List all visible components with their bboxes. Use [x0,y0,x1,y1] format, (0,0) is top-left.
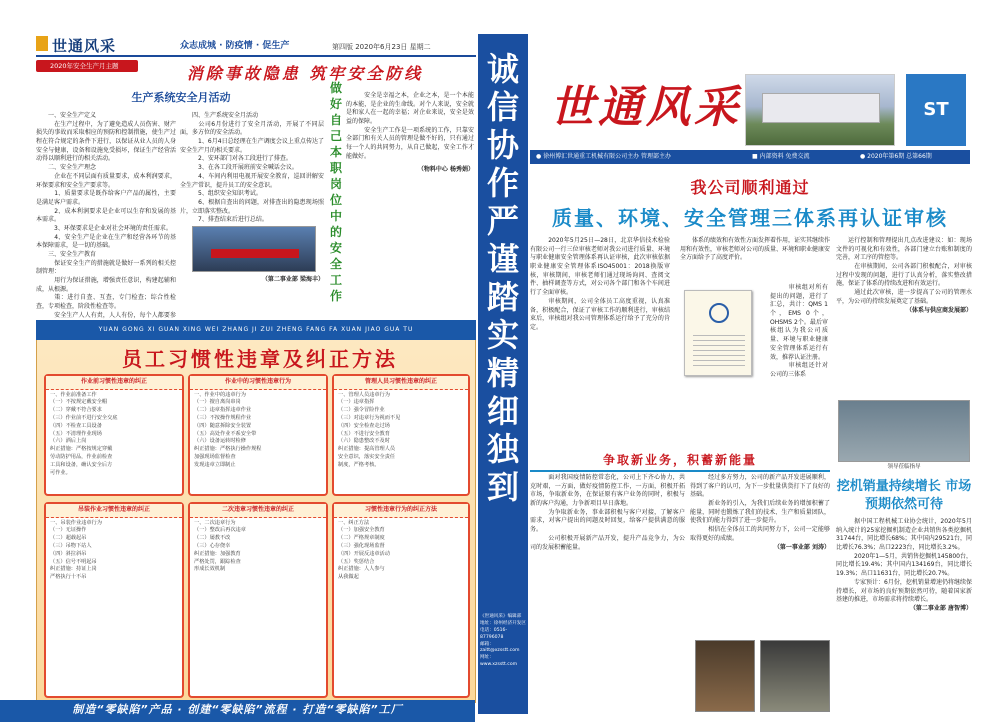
photo-caption: 领导莅临指导 [887,464,921,470]
cert-article-col-4: 运行控制和管理提出几点改进建议：如：现场文件的可视化和有效性，各部门建立台账和制度的完善，对工序的管控等。 在审核期间，公司各部门积极配合，对审核过程中发现的问题，进行了认真分析，落实整改措施，保证了体系的持续改进和有效运行。 通过此次审核，进一步提高了公司的管理水平，为公司的持续发展奠定了基础。 （体系与供应商发展部） [836,237,972,314]
business-divider [530,470,830,472]
article-col-3: 安全是幸福之本，企业之本，是一个本能的本能，是企业的生命线。对个人来说，安全就是和家人在一起的幸福；对企业来说，安全是效益的保障。 安全生产工作是一项系统的工作，只靠安全部门和有关人员的管理是做不好的，只有通过每一个人的共同努力，从自己做起，安全工作才能做好。 （物料中心 杨秀娟） [346,92,474,173]
poster-box-5: 二次违章习惯性违章的纠正 一、二次违章行为 （一）整改后再次违章 （二）屡教不改 （三）心存侥幸 纠正措施：加强教育 严格处罚，跟踪检查 形成长效机制 [188,502,328,698]
article-col-1: 一、安全生产定义 在生产过程中，为了避免造成人员伤害、财产损失的事故而采取相应的预防和控制措施，使生产过程在符合规定的条件下进行，以保证从业人员的人身安全与健康，设备和设施免受损坏，保证生产经营活动得以顺利进行的相关活动。 二、安全生产理念 企业在不同层面有质量要求，成本利润要求，环保要求和安全生产要求等。 1、质量要求是既作给客户产品的属性，主要是满足客户需求。 2、成本利润要求是企业可以生存和发展的基本需求。 3、环保要求是企业对社会环境的责任需求。 4、安全生产是企业在生产和经营各环节的基本保障需求，是一切的基础。 三、安全生产教育 保证安全生产的措施就是做好一系列的相关控制管理： 用行为保证措施，增强责任意识，构建起辅和成，从根源。 策：进行自查、互查，专门检查；综合性检查，专项检查，阶段性检查等。 安全生产人人有责，人人有份，每个人都要参 [36,112,176,319]
product-photo-1 [695,640,755,712]
poster-title: 员工习惯性违章及纠正方法 [122,347,398,371]
poster-box-1: 作业前习惯性违章的纠正 一、作业前准备工作 （一）不按规定戴安全帽 （二）穿戴不符合要求 （三）作业前不进行安全交底 （四）不检查工具设备 （五）不清理作业现场 （六）酒后上岗 纠正措施：严格按规定穿戴 劳动防护用品，作业前检查 工具和设备，确认安全后方 可作业。 [44,374,184,496]
poster-box-6: 习惯性违章行为的纠正方法 一、纠正方法 （一）加强安全教育 （二）严格规章制度 （三）强化现场监督 （四）开展反违章活动 （五）奖惩结合 纠正措施：人人参与 从我做起 [332,502,470,698]
poster-box-2: 作业中的习惯性违章行为 一、作业中的违章行为 （一）擅自离岗串岗 （二）违章指挥违章作业 （三）不按操作规程作业 （四）随意拆除安全装置 （五）高处作业不系安全带 （六）设备运转时检修 纠正措施：严格执行操作规程 加强现场监督检查 发现违章立即制止 [188,374,328,496]
product-photo-2 [760,640,830,712]
byline-2: （物料中心 杨秀娟） [417,165,474,173]
center-slogan: 诚信协作 严谨踏实 精细独到 [486,50,519,506]
excavator-headline: 挖机销量持续增长 市场预期依然可待 [836,479,972,512]
editorial-info: 《世通风采》编辑部 地址：徐州经济开发区 电话：0516-87796078 邮箱：zaitt@xzsstt.com 网址：www.xzsstt.com [480,614,526,668]
safety-meeting-photo [192,226,316,272]
certificate-1 [684,290,752,376]
byline-1: （第二事业部 梁海丰） [261,276,324,283]
article-col-2: 四、生产系统安全月活动 公司6月份进行了安全月活动，开展了不同层面，多方位的安全活动。 1、6月4日总经理在生产调度会议上重点传达了安全生产月的相关要求。 2、安环部门对各工段进行了排查。 3、在各工段开展班前安全喊话会议。 4、车间内利用电视开展安全教育，巡回讲解安全生产常识，提升员工的安全意识。 5、组织安全知识考试。 6、根据自查出的问题，对排查出的隐患现场照片，立即落实整改。 7、排查结束后进行总结。 [180,112,324,224]
top-divider [36,55,476,57]
company-logo: ST [906,74,966,146]
leaders-photo [838,400,970,462]
photo-banner [211,249,299,258]
cert-article-col-1: 2020年5月25日—28日，北京华信技术检验有限公司一行三位审核老师对我公司进行质量、环境与职业健康安全管理体系再认证审核，此次审核依据职业健康安全管理体系ISO45001：2018换版审核，审核期间，审核老师们通过现场询问、查阅文件、抽样调查等方式，对公司各个部门和各个车间进行了全面审核。 审核期间，公司全体员工高度重视，认真准备，积极配合，保证了审核工作的顺利进行，审核结束后，审核组对我公司管理体系运行给予了充分的肯定。 [530,237,670,331]
business-col-2: 经过多方努力，公司的新产品开发进展顺利，得到了客户的认可，为下一步批量供货打下了良好的基础。 新业务的引入，为我们后续业务的增加积蓄了能量，同时也锻炼了我们的技术、生产和质量团队，使我们的能力得到了进一步提升。 相信在全体员工的共同努力下，公司一定能够取得更好的成绩。 （第一事业部 刘涛） [690,474,830,551]
masthead-title: 世通风采 [550,82,742,133]
logo-mark-icon [36,36,48,51]
left-logo: 世通风采 [52,37,117,55]
poster-pinyin: YUAN GONG XI GUAN XING WEI ZHANG JI ZUI ZHENG FANG FA XUAN JIAO GUA TU [36,320,476,340]
byline-5: （第二事业部 唐智博） [909,604,972,612]
zero-defect-banner: 制造“零缺陷”产品 · 创建“零缺陷”流程 · 打造“零缺陷”工厂 [0,700,475,722]
poster-box-3: 管理人员习惯性违章的纠正 一、管理人员违章行为 （一）违章指挥 （二）强令冒险作业 （三）对违章行为视而不见 （四）安全检查走过场 （五）不进行安全教育 （六）隐患整改不及时 纠正措施：提高管理人员 安全意识，落实安全责任 制度，严格考核。 [332,374,470,496]
section-title: 生产系统安全月活动 [131,91,231,104]
headline: 消除事故隐患 筑牢安全防线 [186,64,424,83]
building-shape [762,93,880,123]
business-col-1: 面对我国疫情防控常态化，公司上下齐心协力，共克时艰，一方面，做好疫情防控工作，一方面，积极开拓市场，争取新业务，在保证原有客户业务的同时，积极与新的客户沟通，力争新项目早日落地。 为争取新业务，事业部积极与客户对接，了解客户需求，对客户提出的问题及时回复，给客户提供满意的服务。 公司积极开展新产品开发，提升产品竞争力，为公司的发展积蓄能量。 [530,474,685,551]
cert-article-col-3: 审核组对所有提出的问题，进行了汇总，共计：QMS 1个，EMS 0个，OHSMS 2个。最后审核组认为我公司质量、环境与职业健康安全管理体系运行有效，推荐认证注册。 审核组还针对公司的三体系 [770,284,828,378]
masthead-bar: ● 徐州博汇世通重工机械有限公司主办 管理部主办 ■ 内部资料 免费交流 ● 2020年第6期 总第66期 [530,150,970,164]
byline-4: （第一事业部 刘涛） [773,543,830,551]
slogan: 众志成城 · 防疫情 · 促生产 [180,41,290,51]
article-headline: 质量、环境、安全管理三体系再认证审核 [552,206,948,230]
business-headline: 争取新业务，积蓄新能量 [530,452,830,470]
cert-article-col-2: 体系的绩效和有效性方面发挥着作用，证实其继续作用和有效性，审核老师对公司的质量、环境和职业健康安全方面给予了高度评价。 [680,237,831,262]
theme-tag: 2020年安全生产月主题 [36,60,138,72]
poster-box-4: 吊装作业习惯性违章的纠正 一、吊装作业违章行为 （一）无证操作 （二）超载起吊 （三）吊物下站人 （四）斜拉斜吊 （五）信号不明起吊 纠正措施：持证上岗 严格执行十不吊 [44,502,184,698]
factory-photo [745,74,895,146]
vertical-slogan: 做好自己本职岗位中的安全工作 [329,81,342,303]
issue-info: 第四版 2020年6月23日 星期二 [332,43,431,51]
excavator-article: 据中国工程机械工业协会统计，2020年5月纳入统计的25家挖掘机制造企业共销售各类挖掘机31744台，同比增长68%；其中国内29521台，同比增长76.3%；出口2223台，同比增长3.2%。 2020年1—5月，共销售挖掘机145800台，同比增长19.4%；其中国内134169台，同比增长19.3%；出口11631台，同比增长20.7%。 专家预计：6月份，挖机销量增速仍将继续保持增长，对市场的良好预期依然可待，随着国家新基建的推进，市场需求将持续增长。 （第二事业部 唐智博） [836,518,972,612]
article-kicker: 我公司顺利通过 [690,178,810,197]
byline-3: （体系与供应商发展部） [905,306,972,314]
